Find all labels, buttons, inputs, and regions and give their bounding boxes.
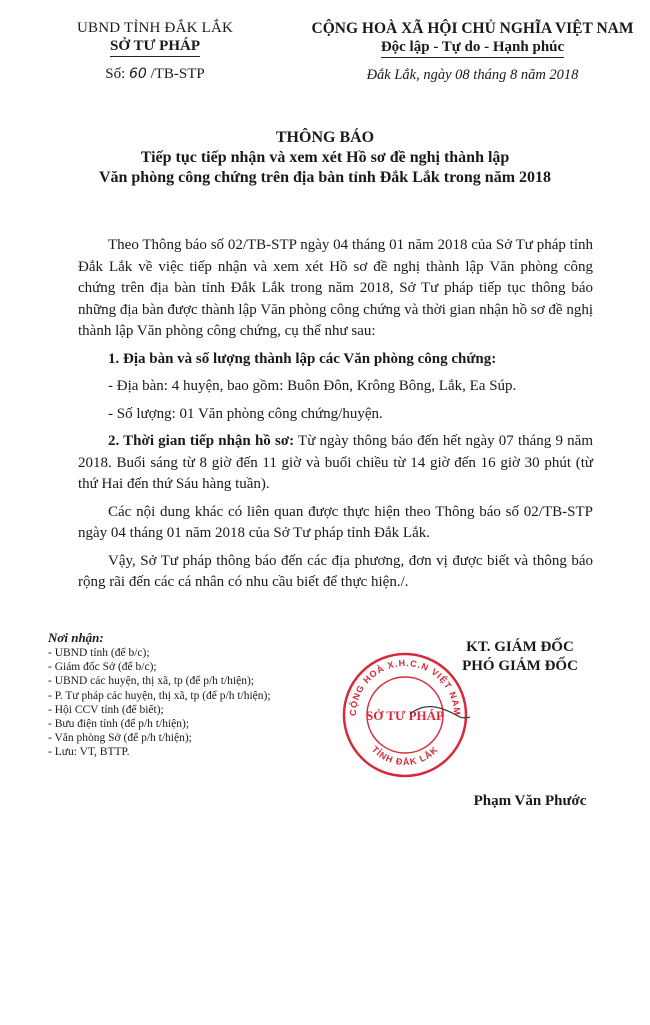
signature-role-line2: PHÓ GIÁM ĐỐC <box>462 658 578 674</box>
recipient-item: - Hội CCV tỉnh (để biết); <box>48 703 164 716</box>
recipient-item: - UBND các huyện, thị xã, tp (để p/h t/hiện); <box>48 675 254 688</box>
document-date: Đắk Lắk, ngày 08 tháng 8 năm 2018 <box>366 67 579 83</box>
document-number: Số: 60 /TB-STP <box>105 66 205 82</box>
recipient-item: - UBND tỉnh (để b/c); <box>48 647 150 659</box>
recipient-item: - P. Tư pháp các huyện, thị xã, tp (để p/h t/hiện); <box>48 689 271 702</box>
stamp-center-text: SỞ TƯ PHÁP <box>365 708 445 723</box>
intro-paragraph: Theo Thông báo số 02/TB-STP ngày 04 tháng 01 năm 2018 của Sở Tư pháp tỉnh Đắk Lắk về việc tiếp nhận và xem xét Hồ sơ đề nghị thành lập Văn phòng công chứng trên địa bàn tỉnh Đắk Lắk trong năm 2018, Sở Tư pháp tiếp tục thông báo những địa bàn được thành lập Văn phòng công chứng và thời gian nhận hồ sơ đề nghị thành lập Văn phòng công chứng, cụ thể như sau: <box>78 237 593 339</box>
other-content-paragraph: Các nội dung khác có liên quan được thực hiện theo Thông báo số 02/TB-STP ngày 04 tháng 01 năm 2018 của Sở Tư pháp tỉnh Đắk Lắk. <box>78 503 593 541</box>
recipients-list <box>48 630 348 760</box>
recipient-item: - Văn phòng Sở (để p/h t/hiện); <box>48 732 192 745</box>
recipient-item: - Bưu điện tỉnh (để p/h t/hiện); <box>48 718 190 731</box>
section2-paragraph <box>78 431 593 496</box>
stamp-outer-bottom-text: TỈNH ĐẮK LẮK <box>369 744 441 768</box>
svg-text:TỈNH ĐẮK LẮK <box>370 744 440 767</box>
section1-heading: 1. Địa bàn và số lượng thành lập các Văn phòng công chứng: <box>108 350 497 367</box>
country-name: CỘNG HOÀ XÃ HỘI CHỦ NGHĨA VIỆT NAM <box>311 20 634 37</box>
recipients-heading: Nơi nhận: <box>48 630 104 645</box>
closing-paragraph: Vậy, Sở Tư pháp thông báo đến các địa phương, đơn vị được biết và thông báo rộng rãi đến các cá nhân có nhu cầu biết để thực hiện./. <box>78 552 593 590</box>
section1-item-quantity: - Số lượng: 01 Văn phòng công chứng/huyện. <box>108 405 383 422</box>
handwritten-number: 60 <box>129 66 147 82</box>
stamp-outer-top-text: CỘNG HOÀ X.H.C.N VIỆT NAM <box>347 657 463 717</box>
national-motto: Độc lập - Tự do - Hạnh phúc <box>381 38 564 58</box>
title-subject-line2: Văn phòng công chứng trên địa bàn tỉnh Đắk Lắk trong năm 2018 <box>98 169 552 186</box>
recipient-item: - Lưu: VT, BTTP. <box>48 746 130 759</box>
signature-role-line1: KT. GIÁM ĐỐC <box>466 639 574 655</box>
issuer-header <box>50 20 260 83</box>
section1-item-area: - Địa bàn: 4 huyện, bao gồm: Buôn Đôn, Krông Bông, Lắk, Ea Súp. <box>108 378 517 394</box>
province-committee: UBND TỈNH ĐẮK LẮK <box>76 20 234 36</box>
signature-block <box>400 638 640 676</box>
document-title <box>20 128 630 188</box>
section2-heading: 2. Thời gian tiếp nhận hồ sơ: <box>108 433 295 449</box>
section2-text: Từ ngày thông báo đến hết ngày 07 tháng 9 năm 2018. Buổi sáng từ 8 giờ đến 11 giờ và buổi chiều từ 14 giờ đến 16 giờ 30 phút (từ thứ Hai đến thứ Sáu hàng tuần). <box>78 433 594 492</box>
title-subject-line1: Tiếp tục tiếp nhận và xem xét Hồ sơ đề nghị thành lập <box>140 149 510 166</box>
department-name: SỞ TƯ PHÁP <box>110 37 200 57</box>
title-main: THÔNG BÁO <box>275 129 375 146</box>
national-header <box>300 20 645 84</box>
signer-name: Phạm Văn Phước <box>473 793 587 809</box>
document-body <box>78 235 593 594</box>
recipient-item: - Giám đốc Sở (để b/c); <box>48 661 157 674</box>
